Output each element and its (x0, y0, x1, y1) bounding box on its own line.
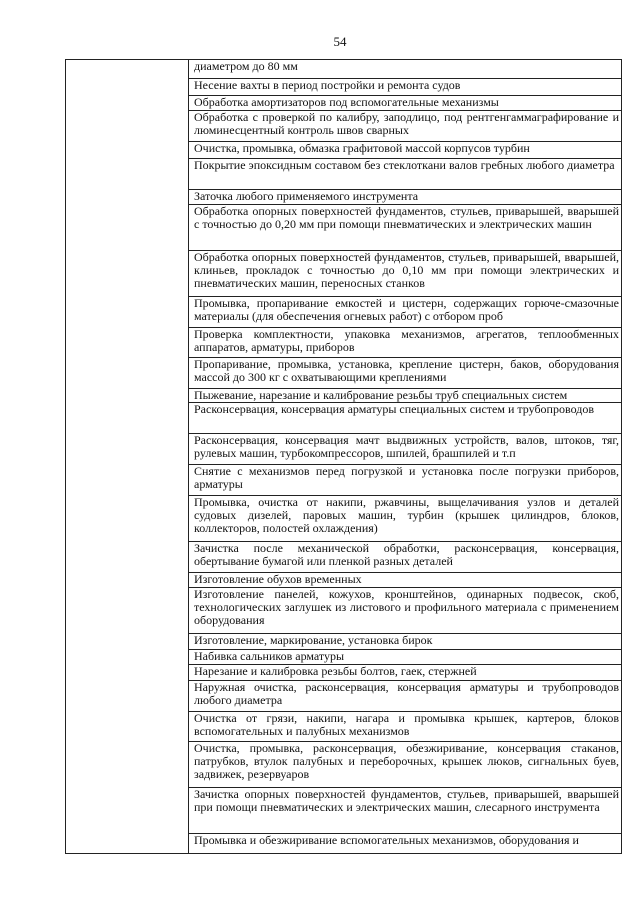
work-item-cell: Заточка любого применяемого инструмента (189, 190, 622, 205)
work-item-cell: диаметром до 80 мм (189, 60, 622, 79)
table-body (66, 60, 622, 854)
work-item-cell: Пропаривание, промывка, установка, крепление цистерн, баков, оборудования массой до 300 кг с охватывающими креплениями (189, 358, 622, 389)
work-item-cell: Обработка опорных поверхностей фундаментов, стульев, приварышей, вварышей, клиньев, прокладок с точностью до 0,10 мм при помощи электрических и пневматических машин, переносных станков (189, 251, 622, 297)
work-item-cell: Очистка, промывка, расконсервация, обезжиривание, консервация стаканов, патрубков, втулок палубных и переборочных, крышек люков, сигнальных буев, задвижек, резервуаров (189, 742, 622, 788)
work-item-cell: Промывка, очистка от накипи, ржавчины, выщелачивания узлов и деталей судовых дизелей, паровых машин, турбин (крышек цилиндров, блоков, коллекторов, полостей охлаждения) (189, 496, 622, 542)
work-item-cell: Набивка сальников арматуры (189, 650, 622, 665)
work-item-cell: Обработка опорных поверхностей фундаментов, стульев, приварышей, вварышей с точностью до 0,20 мм при помощи пневматических и электрических машин (189, 205, 622, 251)
work-item-cell: Изготовление, маркирование, установка бирок (189, 634, 622, 650)
page-number: 54 (333, 34, 347, 49)
work-item-cell: Очистка от грязи, накипи, нагара и промывка крышек, картеров, блоков вспомогательных и палубных механизмов (189, 712, 622, 742)
work-item-cell: Пыжевание, нарезание и калибрование резьбы труб специальных систем (189, 389, 622, 403)
work-item-cell: Расконсервация, консервация арматуры специальных систем и трубопроводов (189, 403, 622, 434)
work-items-table (65, 59, 622, 854)
table-row (66, 60, 622, 79)
work-item-cell: Несение вахты в период постройки и ремонта судов (189, 79, 622, 96)
work-item-cell: Промывка, пропаривание емкостей и цистерн, содержащих горюче-смазочные материалы (для обеспечения огневых работ) с отбором проб (189, 297, 622, 328)
work-item-cell: Нарезание и калибровка резьбы болтов, гаек, стержней (189, 665, 622, 681)
blank-column-cell (66, 60, 189, 854)
work-item-cell: Промывка и обезжиривание вспомогательных механизмов, оборудования и (189, 834, 622, 854)
work-item-cell: Покрытие эпоксидным составом без стеклоткани валов гребных любого диаметра (189, 159, 622, 190)
work-item-cell: Обработка с проверкой по калибру, заподлицо, под рентгенгаммаграфирование и люминесцентный контроль швов сварных (189, 111, 622, 142)
work-item-cell: Проверка комплектности, упаковка механизмов, агрегатов, теплообменных аппаратов, арматуры, приборов (189, 328, 622, 358)
work-item-cell: Расконсервация, консервация мачт выдвижных устройств, валов, штоков, тяг, рулевых машин, турбокомпрессоров, шпилей, брашпилей и т.п (189, 434, 622, 465)
work-item-cell: Изготовление панелей, кожухов, кронштейнов, одинарных подвесок, скоб, технологических заглушек из листового и профильного материала с применением оборудования (189, 588, 622, 634)
work-item-cell: Снятие с механизмов перед погрузкой и установка после погрузки приборов, арматуры (189, 465, 622, 496)
work-item-cell: Наружная очистка, расконсервация, консервация арматуры и трубопроводов любого диаметра (189, 681, 622, 712)
work-item-cell: Очистка, промывка, обмазка графитовой массой корпусов турбин (189, 142, 622, 159)
work-item-cell: Зачистка после механической обработки, расконсервация, консервация, обертывание бумагой или пленкой разных деталей (189, 542, 622, 573)
work-item-cell: Зачистка опорных поверхностей фундаментов, стульев, приварышей, вварышей при помощи пневматических и электрических машин, слесарного инструмента (189, 788, 622, 834)
work-item-cell: Обработка амортизаторов под вспомогательные механизмы (189, 96, 622, 111)
work-item-cell: Изготовление обухов временных (189, 573, 622, 588)
